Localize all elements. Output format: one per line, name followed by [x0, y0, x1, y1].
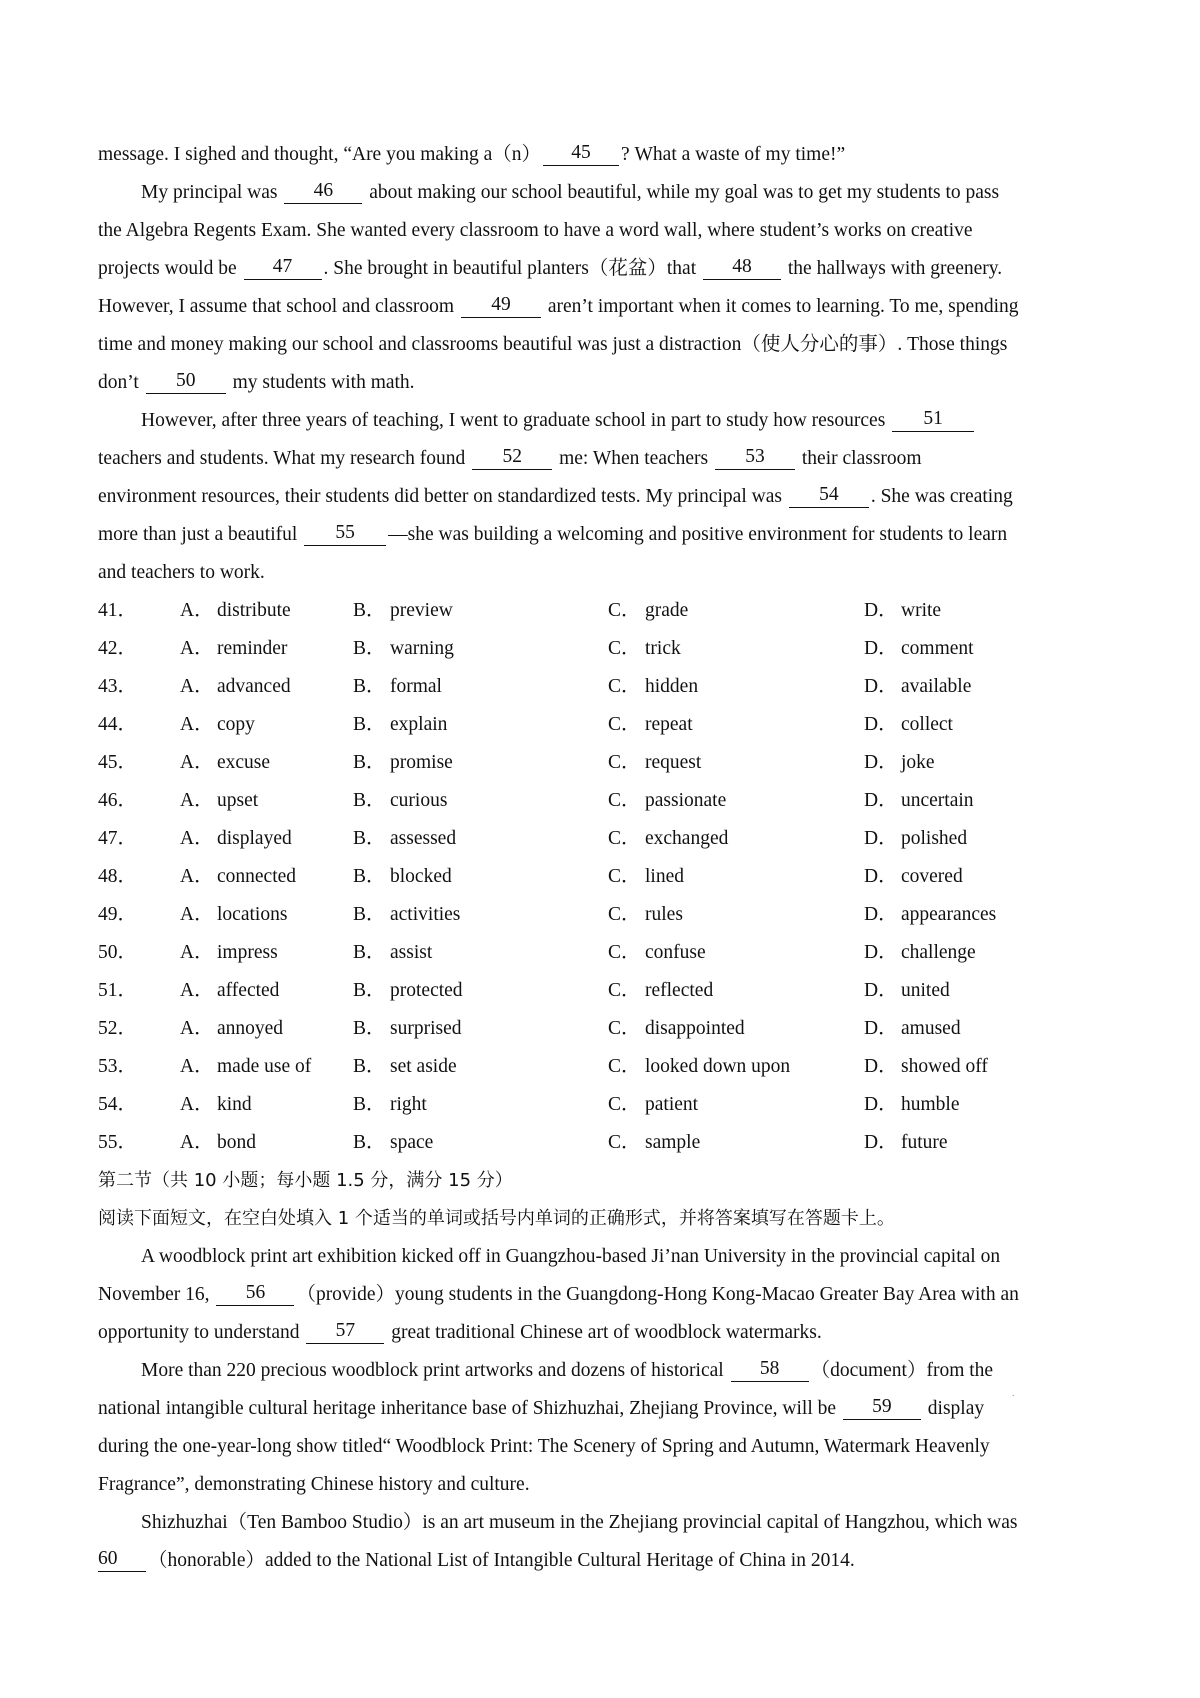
- option-text: connected: [217, 866, 297, 887]
- blank-51: 51: [892, 408, 974, 432]
- option-b[interactable]: [353, 820, 456, 858]
- option-a[interactable]: [180, 1086, 252, 1124]
- option-text: humble: [901, 1094, 960, 1115]
- option-d[interactable]: [864, 1124, 948, 1162]
- option-text: united: [901, 980, 950, 1001]
- option-text: formal: [390, 676, 442, 697]
- option-label: D．: [864, 638, 898, 659]
- option-text: assist: [390, 942, 433, 963]
- option-text: appearances: [901, 904, 997, 925]
- passage-line: [98, 250, 1118, 288]
- passage-line: [98, 516, 1118, 554]
- option-text: set aside: [390, 1056, 457, 1077]
- text: opportunity to understand: [98, 1322, 300, 1343]
- passage-line: [98, 1428, 1118, 1466]
- option-text: covered: [901, 866, 963, 887]
- text: teachers and students. What my research found: [98, 448, 466, 469]
- option-text: impress: [217, 942, 278, 963]
- option-label: A．: [180, 828, 214, 849]
- text: . She was creating: [870, 486, 1013, 507]
- option-b[interactable]: [353, 744, 453, 782]
- option-a[interactable]: [180, 744, 270, 782]
- option-d[interactable]: [864, 630, 974, 668]
- question-number: 52．: [98, 1018, 138, 1039]
- text: national intangible cultural heritage inheritance base of Shizhuzhai, Zhejiang Province, will be: [98, 1398, 837, 1419]
- text: great traditional Chinese art of woodblock watermarks.: [391, 1322, 822, 1343]
- option-c[interactable]: [608, 744, 701, 782]
- document-page: [98, 136, 1118, 1580]
- option-text: comment: [901, 638, 974, 659]
- option-d[interactable]: [864, 858, 963, 896]
- option-label: A．: [180, 1018, 214, 1039]
- option-label: B．: [353, 980, 386, 1001]
- question-number: 53．: [98, 1056, 138, 1077]
- option-label: C．: [608, 714, 641, 735]
- text: me: When teachers: [559, 448, 709, 469]
- question-number: 50．: [98, 942, 138, 963]
- option-d[interactable]: [864, 1048, 988, 1086]
- scan-speck: .: [1012, 1388, 1015, 1399]
- text: the hallways with greenery.: [787, 258, 1003, 279]
- text: . She brought in beautiful planters（花盆）that: [323, 258, 697, 279]
- option-d[interactable]: [864, 782, 974, 820]
- option-label: D．: [864, 1056, 898, 1077]
- option-text: protected: [390, 980, 463, 1001]
- option-text: write: [901, 600, 942, 621]
- text: A woodblock print art exhibition kicked off in Guangzhou-based Ji’nan University in the provincial capital on: [141, 1246, 1001, 1267]
- question-options: [98, 858, 1118, 896]
- option-label: A．: [180, 1132, 214, 1153]
- blank-52: 52: [472, 446, 552, 470]
- blank-45: 45: [543, 142, 619, 166]
- passage-line: [98, 174, 1118, 212]
- blank-60: 60: [98, 1548, 146, 1572]
- option-text: assessed: [390, 828, 457, 849]
- option-a[interactable]: [180, 896, 287, 934]
- option-label: C．: [608, 1094, 641, 1115]
- text: —she was building a welcoming and positive environment for students to learn: [388, 524, 1008, 545]
- option-label: D．: [864, 1094, 898, 1115]
- option-label: B．: [353, 866, 386, 887]
- text: the Algebra Regents Exam. She wanted every classroom to have a word wall, where student’s works on creative: [98, 220, 973, 241]
- option-text: displayed: [217, 828, 292, 849]
- option-text: joke: [901, 752, 935, 773]
- text: message. I sighed and thought, “Are you making a（n）: [98, 144, 541, 165]
- option-text: warning: [390, 638, 454, 659]
- option-label: D．: [864, 676, 898, 697]
- option-b[interactable]: [353, 630, 454, 668]
- passage-line: [98, 326, 1118, 364]
- option-text: activities: [390, 904, 461, 925]
- option-label: A．: [180, 904, 214, 925]
- option-text: uncertain: [901, 790, 974, 811]
- option-text: hidden: [645, 676, 699, 697]
- question-number: 42．: [98, 638, 138, 659]
- option-b[interactable]: [353, 706, 447, 744]
- option-b[interactable]: [353, 1010, 462, 1048]
- text: aren’t important when it comes to learning. To me, spending: [547, 296, 1019, 317]
- passage-line: [98, 1314, 1118, 1352]
- option-b[interactable]: [353, 858, 452, 896]
- text: （provide）young students in the Guangdong-Hong Kong-Macao Greater Bay Area with an: [296, 1284, 1019, 1305]
- option-label: A．: [180, 1056, 214, 1077]
- option-text: collect: [901, 714, 953, 735]
- option-label: D．: [864, 714, 898, 735]
- option-a[interactable]: [180, 592, 291, 630]
- option-label: B．: [353, 752, 386, 773]
- option-label: B．: [353, 790, 386, 811]
- option-text: available: [901, 676, 972, 697]
- blank-49: 49: [461, 294, 541, 318]
- option-d[interactable]: [864, 668, 971, 706]
- option-text: repeat: [645, 714, 693, 735]
- passage-line: [98, 1390, 1118, 1428]
- option-text: space: [390, 1132, 434, 1153]
- option-label: C．: [608, 980, 641, 1001]
- option-label: C．: [608, 600, 641, 621]
- option-d[interactable]: [864, 1010, 961, 1048]
- option-label: C．: [608, 1056, 641, 1077]
- option-label: C．: [608, 942, 641, 963]
- section-heading: [98, 1162, 1118, 1200]
- blank-47: 47: [244, 256, 322, 280]
- option-a[interactable]: [180, 820, 292, 858]
- option-c[interactable]: [608, 858, 684, 896]
- option-label: D．: [864, 790, 898, 811]
- passage-line: [98, 1352, 1118, 1390]
- text: their classroom: [801, 448, 922, 469]
- passage-line: [98, 1466, 1118, 1504]
- option-text: exchanged: [645, 828, 729, 849]
- option-c[interactable]: [608, 972, 713, 1010]
- option-a[interactable]: [180, 1010, 283, 1048]
- blank-56: 56: [216, 1282, 294, 1306]
- question-number: 43．: [98, 676, 138, 697]
- text: about making our school beautiful, while my goal was to get my students to pass: [369, 182, 1000, 203]
- question-number: 51．: [98, 980, 138, 1001]
- passage-line: [98, 402, 1118, 440]
- text: display: [927, 1398, 985, 1419]
- option-text: affected: [217, 980, 280, 1001]
- option-text: explain: [390, 714, 448, 735]
- option-a[interactable]: [180, 858, 296, 896]
- text: Fragrance”, demonstrating Chinese history and culture.: [98, 1474, 530, 1495]
- option-text: sample: [645, 1132, 701, 1153]
- option-label: D．: [864, 828, 898, 849]
- option-text: disappointed: [645, 1018, 745, 1039]
- option-label: D．: [864, 600, 898, 621]
- options-list: [98, 592, 1118, 1162]
- option-text: annoyed: [217, 1018, 284, 1039]
- option-text: future: [901, 1132, 948, 1153]
- option-label: D．: [864, 752, 898, 773]
- passage-line: [98, 1542, 1118, 1580]
- passage-line: [98, 478, 1118, 516]
- option-text: right: [390, 1094, 427, 1115]
- option-text: passionate: [645, 790, 727, 811]
- option-c[interactable]: [608, 592, 688, 630]
- option-c[interactable]: [608, 1010, 745, 1048]
- option-label: A．: [180, 714, 214, 735]
- blank-54: 54: [789, 484, 869, 508]
- option-label: C．: [608, 676, 641, 697]
- option-label: A．: [180, 942, 214, 963]
- option-label: A．: [180, 752, 214, 773]
- option-b[interactable]: [353, 972, 463, 1010]
- text: don’t: [98, 372, 139, 393]
- option-d[interactable]: [864, 934, 976, 972]
- option-c[interactable]: [608, 706, 693, 744]
- option-d[interactable]: [864, 1086, 960, 1124]
- question-options: [98, 592, 1118, 630]
- option-c[interactable]: [608, 820, 728, 858]
- passage-line: [98, 1238, 1118, 1276]
- text: 阅读下面短文，在空白处填入 1 个适当的单词或括号内单词的正确形式，并将答案填写在答题卡上。: [98, 1208, 895, 1229]
- option-label: C．: [608, 752, 641, 773]
- option-text: made use of: [217, 1056, 312, 1077]
- option-label: B．: [353, 1056, 386, 1077]
- option-text: rules: [645, 904, 683, 925]
- text: My principal was: [141, 182, 278, 203]
- option-label: D．: [864, 942, 898, 963]
- blank-59: 59: [843, 1396, 921, 1420]
- option-label: C．: [608, 638, 641, 659]
- option-b[interactable]: [353, 896, 460, 934]
- passage-line: [98, 288, 1118, 326]
- option-c[interactable]: [608, 668, 698, 706]
- text: （document）from the: [810, 1360, 994, 1381]
- option-text: showed off: [901, 1056, 988, 1077]
- question-number: 48．: [98, 866, 138, 887]
- option-text: curious: [390, 790, 448, 811]
- blank-53: 53: [715, 446, 795, 470]
- option-label: B．: [353, 1094, 386, 1115]
- option-a[interactable]: [180, 630, 287, 668]
- option-label: C．: [608, 1132, 641, 1153]
- question-number: 46．: [98, 790, 138, 811]
- option-label: B．: [353, 1018, 386, 1039]
- section-instruction: [98, 1200, 1118, 1238]
- option-text: request: [645, 752, 702, 773]
- question-number: 44．: [98, 714, 138, 735]
- option-label: B．: [353, 904, 386, 925]
- option-d[interactable]: [864, 592, 941, 630]
- option-text: upset: [217, 790, 259, 811]
- option-text: polished: [901, 828, 968, 849]
- option-label: A．: [180, 676, 214, 697]
- option-a[interactable]: [180, 668, 291, 706]
- option-b[interactable]: [353, 668, 442, 706]
- passage-line: [98, 136, 1118, 174]
- option-label: A．: [180, 866, 214, 887]
- option-label: A．: [180, 600, 214, 621]
- option-c[interactable]: [608, 896, 683, 934]
- question-number: 45．: [98, 752, 138, 773]
- option-label: D．: [864, 1018, 898, 1039]
- text: November 16,: [98, 1284, 210, 1305]
- question-options: [98, 934, 1118, 972]
- passage-line: [98, 1276, 1118, 1314]
- option-a[interactable]: [180, 1124, 256, 1162]
- text: time and money making our school and classrooms beautiful was just a distraction（使人分心的事）. Those things: [98, 334, 1008, 355]
- option-c[interactable]: [608, 1048, 790, 1086]
- question-options: [98, 744, 1118, 782]
- question-options: [98, 630, 1118, 668]
- question-options: [98, 896, 1118, 934]
- text: More than 220 precious woodblock print artworks and dozens of historical: [141, 1360, 724, 1381]
- option-text: reflected: [645, 980, 714, 1001]
- question-options: [98, 972, 1118, 1010]
- question-options: [98, 706, 1118, 744]
- text: my students with math.: [232, 372, 415, 393]
- text: and teachers to work.: [98, 562, 265, 583]
- option-c[interactable]: [608, 782, 726, 820]
- blank-46: 46: [284, 180, 362, 204]
- option-label: B．: [353, 714, 386, 735]
- option-label: A．: [180, 790, 214, 811]
- option-label: D．: [864, 1132, 898, 1153]
- option-a[interactable]: [180, 934, 278, 972]
- passage-line: [98, 440, 1118, 478]
- blank-58: 58: [731, 1358, 809, 1382]
- option-d[interactable]: [864, 820, 967, 858]
- question-options: [98, 1048, 1118, 1086]
- option-label: B．: [353, 828, 386, 849]
- option-b[interactable]: [353, 592, 453, 630]
- passage-line: [98, 212, 1118, 250]
- question-number: 41．: [98, 600, 138, 621]
- option-b[interactable]: [353, 934, 432, 972]
- text: （honorable）added to the National List of Intangible Cultural Heritage of China in 2014.: [148, 1550, 855, 1571]
- option-text: distribute: [217, 600, 291, 621]
- question-number: 47．: [98, 828, 138, 849]
- option-label: A．: [180, 1094, 214, 1115]
- option-label: B．: [353, 676, 386, 697]
- option-c[interactable]: [608, 1124, 700, 1162]
- option-label: D．: [864, 866, 898, 887]
- text: during the one-year-long show titled“ Woodblock Print: The Scenery of Spring and Autumn, Watermark Heavenly: [98, 1436, 990, 1457]
- text: Shizhuzhai（Ten Bamboo Studio）is an art museum in the Zhejiang provincial capital of Hangzhou, which was: [141, 1512, 1018, 1533]
- option-label: B．: [353, 1132, 386, 1153]
- question-options: [98, 668, 1118, 706]
- text: 第二节（共 10 小题；每小题 1.5 分，满分 15 分）: [98, 1170, 513, 1191]
- option-text: copy: [217, 714, 255, 735]
- blank-57: 57: [306, 1320, 384, 1344]
- question-number: 54．: [98, 1094, 138, 1115]
- question-number: 55．: [98, 1132, 138, 1153]
- option-text: locations: [217, 904, 288, 925]
- option-text: amused: [901, 1018, 961, 1039]
- option-d[interactable]: [864, 972, 950, 1010]
- question-options: [98, 782, 1118, 820]
- text: However, I assume that school and classroom: [98, 296, 455, 317]
- option-c[interactable]: [608, 630, 681, 668]
- option-text: lined: [645, 866, 684, 887]
- option-text: bond: [217, 1132, 256, 1153]
- option-text: grade: [645, 600, 689, 621]
- option-text: surprised: [390, 1018, 462, 1039]
- option-a[interactable]: [180, 1048, 311, 1086]
- option-text: challenge: [901, 942, 976, 963]
- option-text: excuse: [217, 752, 271, 773]
- option-a[interactable]: [180, 706, 255, 744]
- option-label: B．: [353, 600, 386, 621]
- option-text: preview: [390, 600, 453, 621]
- option-text: kind: [217, 1094, 252, 1115]
- option-text: reminder: [217, 638, 288, 659]
- text: more than just a beautiful: [98, 524, 298, 545]
- passage-line: [98, 364, 1118, 402]
- option-text: looked down upon: [645, 1056, 791, 1077]
- question-options: [98, 820, 1118, 858]
- option-d[interactable]: [864, 744, 935, 782]
- option-label: A．: [180, 980, 214, 1001]
- question-number: 49．: [98, 904, 138, 925]
- question-options: [98, 1010, 1118, 1048]
- text: However, after three years of teaching, I went to graduate school in part to study how resources: [141, 410, 886, 431]
- question-options: [98, 1086, 1118, 1124]
- option-c[interactable]: [608, 934, 706, 972]
- option-a[interactable]: [180, 782, 258, 820]
- option-text: promise: [390, 752, 453, 773]
- option-text: confuse: [645, 942, 706, 963]
- option-b[interactable]: [353, 1124, 433, 1162]
- option-a[interactable]: [180, 972, 279, 1010]
- option-label: C．: [608, 866, 641, 887]
- blank-50: 50: [146, 370, 226, 394]
- option-label: B．: [353, 638, 386, 659]
- option-d[interactable]: [864, 706, 953, 744]
- text: projects would be: [98, 258, 237, 279]
- option-text: trick: [645, 638, 681, 659]
- option-label: D．: [864, 980, 898, 1001]
- passage-line: [98, 554, 1118, 592]
- option-label: C．: [608, 1018, 641, 1039]
- option-b[interactable]: [353, 782, 447, 820]
- option-text: patient: [645, 1094, 699, 1115]
- option-text: blocked: [390, 866, 452, 887]
- text: environment resources, their students did better on standardized tests. My principal was: [98, 486, 782, 507]
- passage-line: [98, 1504, 1118, 1542]
- option-label: B．: [353, 942, 386, 963]
- option-label: D．: [864, 904, 898, 925]
- blank-48: 48: [703, 256, 781, 280]
- option-b[interactable]: [353, 1048, 457, 1086]
- blank-55: 55: [304, 522, 386, 546]
- option-d[interactable]: [864, 896, 996, 934]
- option-text: advanced: [217, 676, 291, 697]
- question-options: [98, 1124, 1118, 1162]
- option-c[interactable]: [608, 1086, 698, 1124]
- option-label: C．: [608, 790, 641, 811]
- option-label: A．: [180, 638, 214, 659]
- text: ? What a waste of my time!”: [621, 144, 846, 165]
- option-label: C．: [608, 904, 641, 925]
- option-b[interactable]: [353, 1086, 427, 1124]
- option-label: C．: [608, 828, 641, 849]
